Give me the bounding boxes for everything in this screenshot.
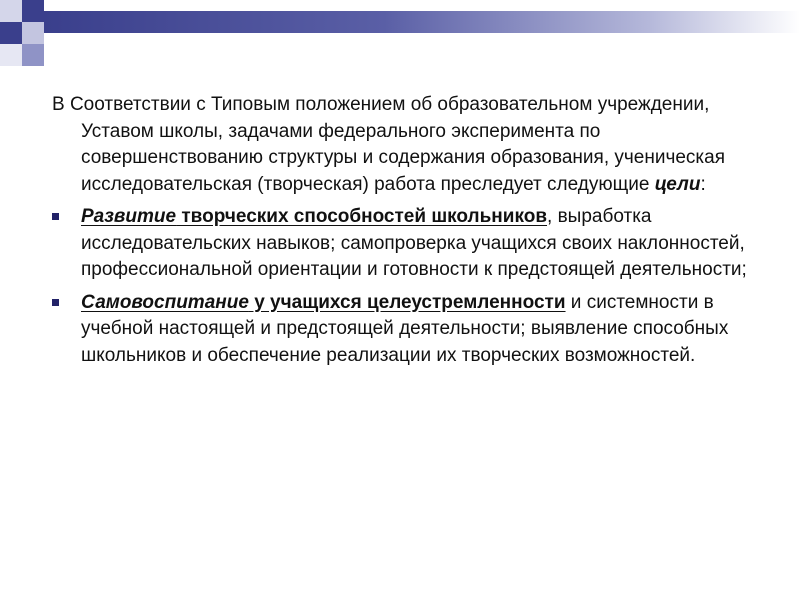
bullet-1-lead-italic: Развитие <box>81 206 177 227</box>
deco-square-4 <box>22 22 44 44</box>
intro-end: : <box>700 173 706 195</box>
square-bullet-icon <box>52 299 59 306</box>
header-gradient-band <box>44 11 800 33</box>
bullet-2-lead-rest: у учащихся целеустремленности <box>248 291 566 313</box>
bullet-1-lead <box>81 206 547 227</box>
deco-square-5 <box>0 44 22 66</box>
bullet-item-2 <box>52 290 770 370</box>
deco-square-6 <box>22 44 44 66</box>
deco-square-1 <box>0 0 22 22</box>
bullet-2-lead <box>81 292 566 313</box>
intro-paragraph <box>52 92 770 198</box>
intro-emphasis: цели <box>654 173 701 195</box>
bullet-1-lead-rest: творческих способностей школьников <box>176 206 548 227</box>
slide-body <box>52 92 770 375</box>
bullet-2-text: и системности в учебной настоящей и предстоящей деятельности; выявление способных школьников и обеспечение реализации их творческих возможностей. <box>81 291 729 366</box>
bullet-item-1 <box>52 204 770 284</box>
bullet-2-lead-italic: Самовоспитание <box>81 291 249 313</box>
bullet-1-text: , выработка исследовательских навыков; самопроверка учащихся своих наклонностей, профессиональной ориентации и готовности к предстоящей деятельности; <box>81 206 747 280</box>
deco-square-3 <box>0 22 22 44</box>
intro-text: В Соответствии с Типовым положением об образовательном учреждении, Уставом школы, задачами федерального эксперимента по совершенствованию структуры и содержания образования, ученическая исследовательская (творческая) работа преследует следующие <box>52 94 725 195</box>
deco-square-2 <box>22 0 44 22</box>
square-bullet-icon <box>52 213 59 220</box>
